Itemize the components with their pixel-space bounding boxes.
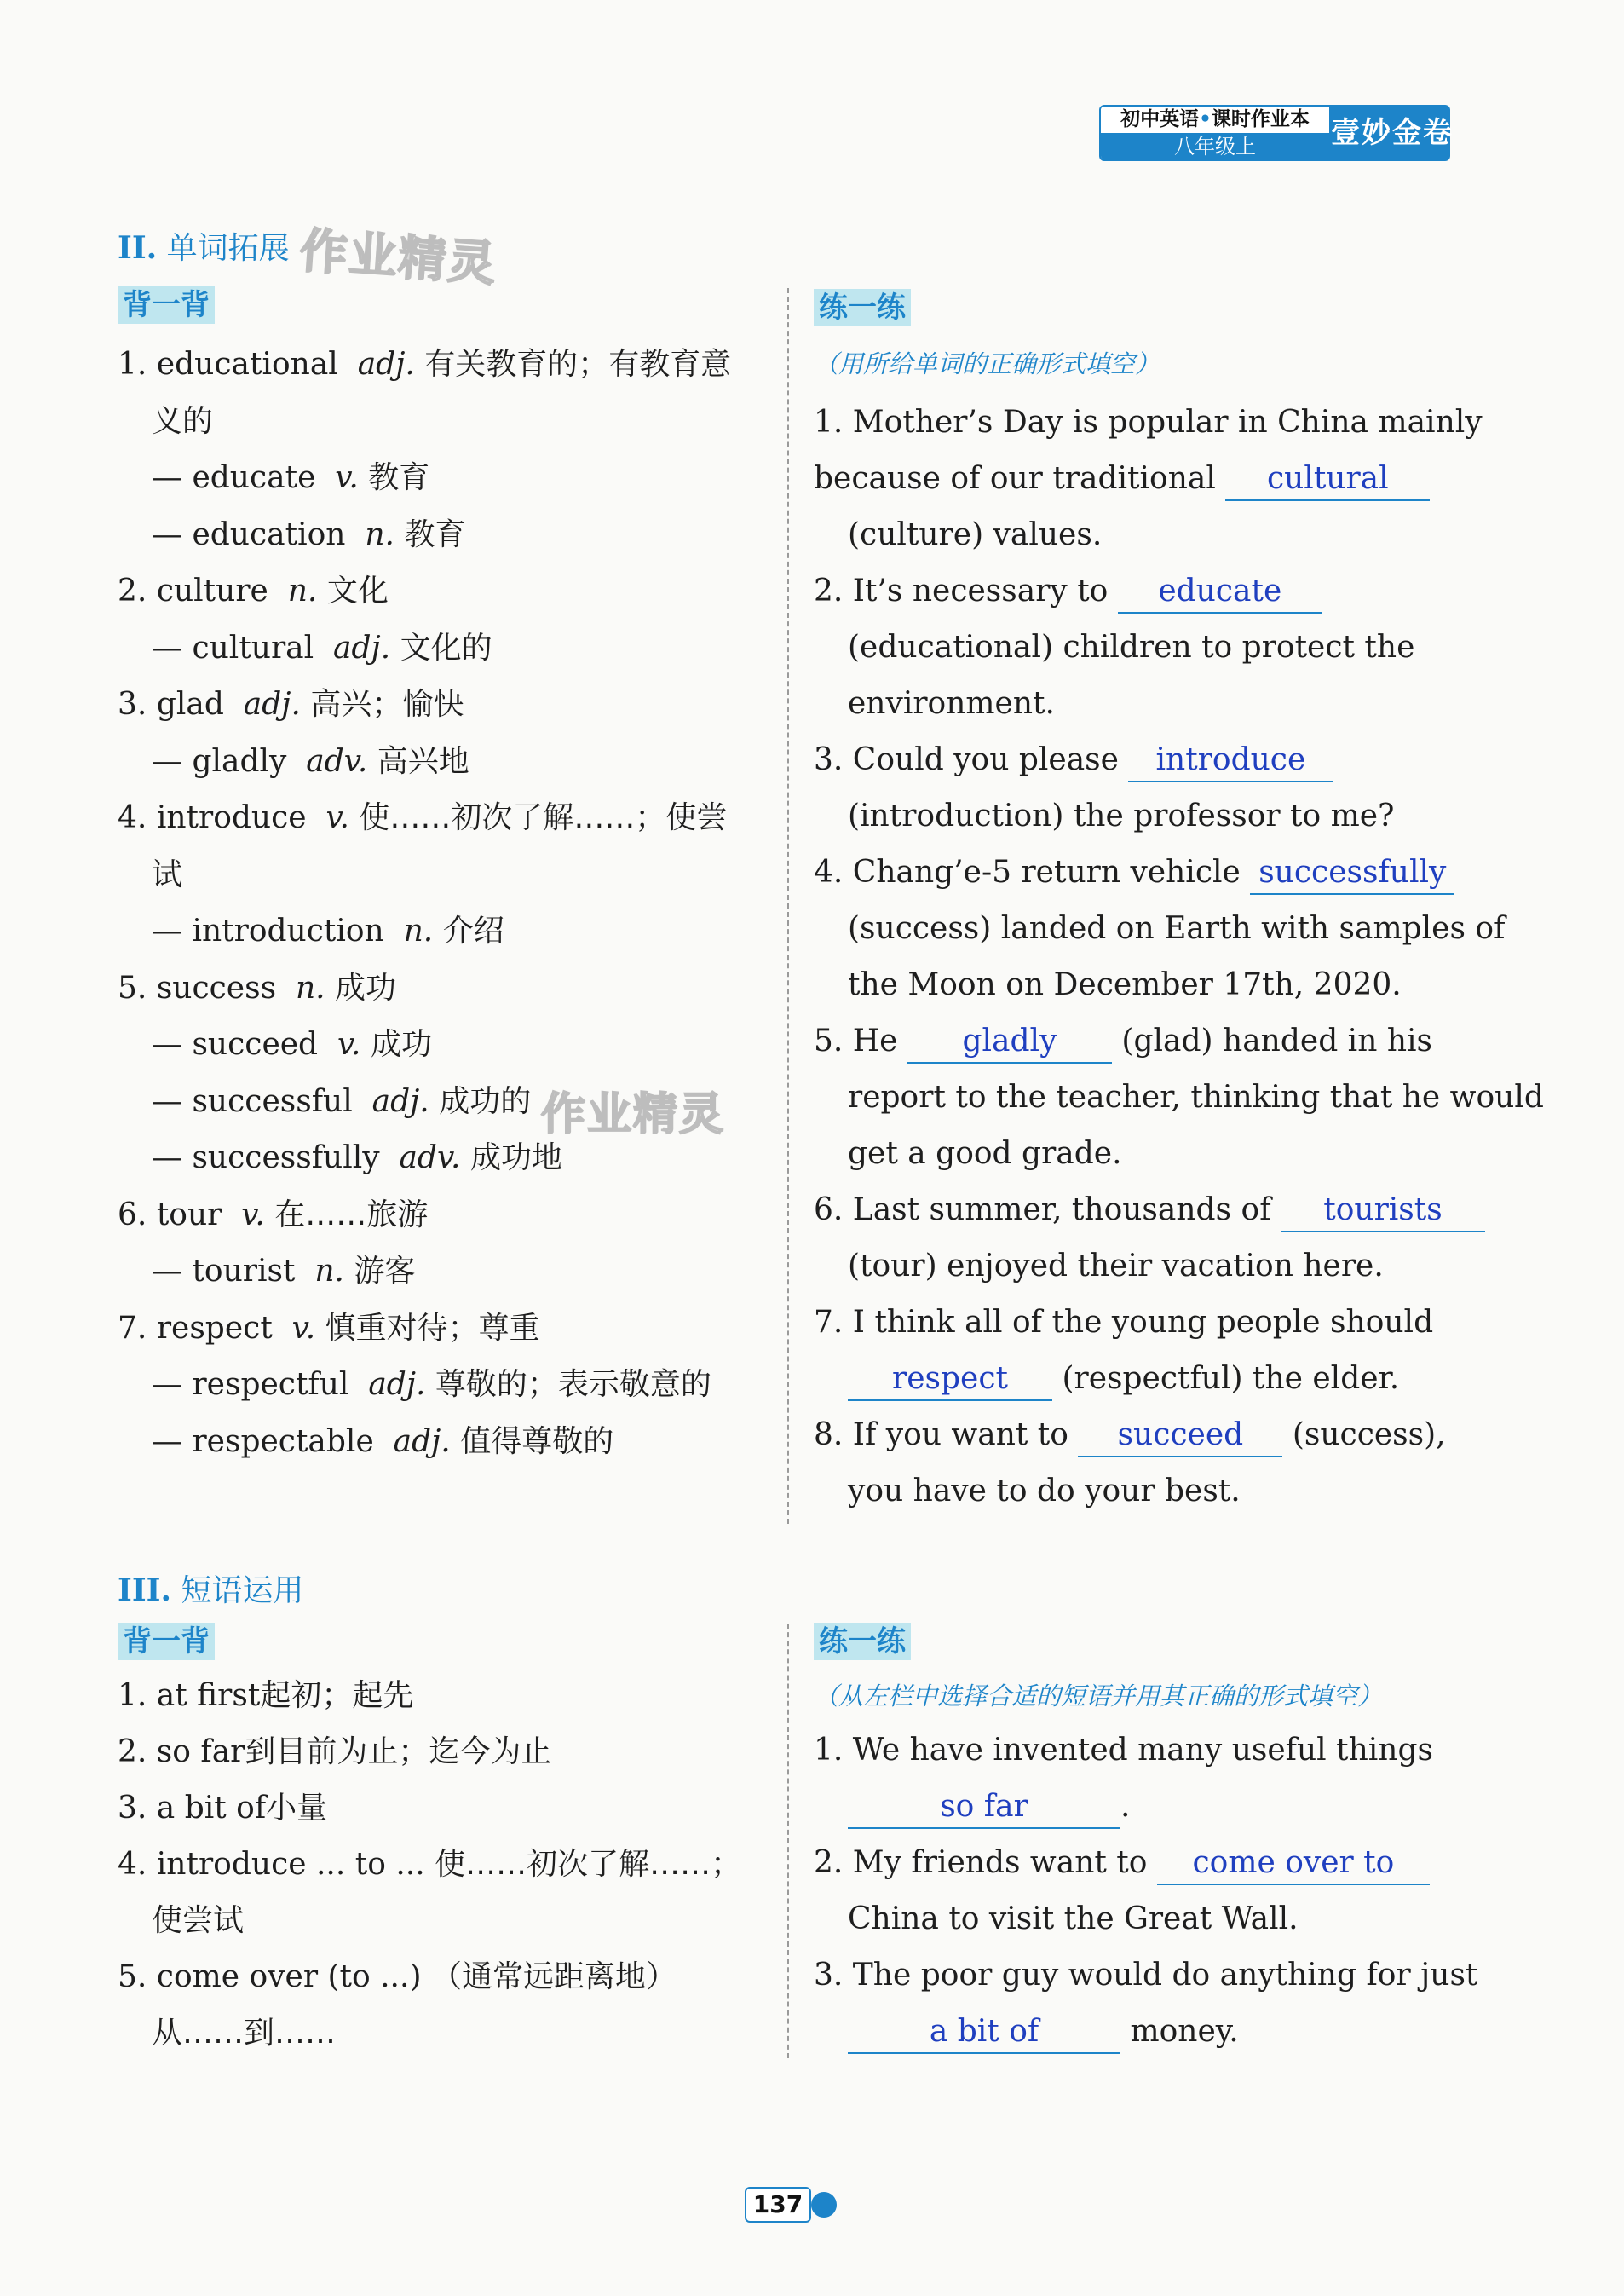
vocab-continuation: 义的 [152, 403, 214, 439]
vocab-derivative: — cultural adj. 文化的 [152, 630, 492, 666]
phrase-exercise-3-line-1: 3. The poor guy would do anything for just [814, 1958, 1478, 1993]
phrase-exercise-3-line-2: a bit of money. [848, 2011, 1239, 2054]
section-2-title: II. 单词拓展 [118, 230, 290, 266]
vocab-derivative: — successfully adv. 成功地 [152, 1140, 562, 1175]
phrase-continuation: 从……到…… [152, 2016, 337, 2051]
exercise-6-line-2: (tour) enjoyed their vacation here. [848, 1249, 1384, 1284]
phrase-exercise-2-line-1: 2. My friends want to come over to [814, 1843, 1430, 1885]
exercise-4-line-3: the Moon on December 17th, 2020. [848, 967, 1402, 1002]
exercise-1-line-3: (culture) values. [848, 517, 1103, 552]
exercise-4-line-2: (success) landed on Earth with samples of [848, 911, 1506, 946]
exercise-2-line-1: 2. It’s necessary to educate [814, 571, 1322, 614]
vocab-derivative: — tourist n. 游客 [152, 1254, 416, 1289]
vocab-continuation: 试 [152, 857, 183, 892]
vocab-derivative: — educate v. 教育 [152, 460, 430, 495]
book-subtitle: 课时作业本 [1211, 108, 1310, 130]
page-number [745, 2187, 833, 2223]
vocab-item: 7. respect v. 慎重对待；尊重 [118, 1310, 540, 1346]
answer-blank[interactable]: a bit of [848, 2011, 1120, 2054]
exercise-4-line-1: 4. Chang’e-5 return vehicle successfully [814, 852, 1454, 895]
exercise-7-line-1: 7. I think all of the young people should [814, 1305, 1434, 1340]
vocab-derivative: — gladly adv. 高兴地 [152, 743, 469, 779]
exercise-1-line-1: 1. Mother’s Day is popular in China mainly [814, 405, 1483, 440]
watermark: 作业精灵 [297, 222, 499, 293]
practice-header: 练一练 [814, 1623, 911, 1660]
watermark: 作业精灵 [541, 1089, 726, 1140]
phrase-exercise-1-line-1: 1. We have invented many useful things [814, 1733, 1433, 1768]
answer-blank[interactable]: introduce [1128, 740, 1333, 782]
answer-blank[interactable]: successfully [1250, 852, 1454, 895]
exercise-2-line-2: (educational) children to protect the [848, 630, 1415, 665]
vocab-derivative: — respectable adj. 值得尊敬的 [152, 1423, 614, 1459]
answer-blank[interactable]: respect [848, 1359, 1052, 1401]
phrase-exercise-2-line-2: China to visit the Great Wall. [848, 1901, 1299, 1936]
phrase-item: 4. introduce ... to ... 使……初次了解……； [118, 1847, 742, 1882]
exercise-2-line-3: environment. [848, 686, 1055, 721]
practice-instruction: （从左栏中选择合适的短语并用其正确的形式填空） [814, 1682, 1383, 1710]
answer-blank[interactable]: gladly [907, 1021, 1112, 1064]
vocab-derivative: — succeed v. 成功 [152, 1027, 432, 1062]
exercise-8-line-1: 8. If you want to succeed (success), [814, 1415, 1446, 1457]
exercise-5-line-1: 5. He gladly (glad) handed in his [814, 1021, 1432, 1064]
column-divider [787, 1624, 789, 2058]
phrase-continuation: 使尝试 [152, 1903, 245, 1938]
practice-header: 练一练 [814, 289, 911, 326]
brand-logo: 壹妙金卷 [1331, 105, 1450, 161]
exercise-7-line-2: respect (respectful) the elder. [848, 1359, 1399, 1401]
answer-blank[interactable]: educate [1118, 571, 1322, 614]
phrase-item: 5. come over (to ...) （通常远距离地） [118, 1959, 677, 1994]
page-number-dot [811, 2192, 837, 2218]
phrase-item: 2. so far到目前为止；迄今为止 [118, 1734, 552, 1769]
vocab-item: 1. educational adj. 有关教育的；有教育意 [118, 347, 732, 382]
exercise-8-line-2: you have to do your best. [848, 1474, 1241, 1509]
phrase-exercise-1-line-2: so far . [848, 1786, 1130, 1829]
answer-blank[interactable]: so far [848, 1786, 1120, 1829]
phrase-item: 3. a bit of小量 [118, 1791, 328, 1826]
recite-header: 背一背 [118, 1623, 215, 1660]
vocab-item: 3. glad adj. 高兴；愉快 [118, 687, 464, 722]
answer-blank[interactable]: succeed [1078, 1415, 1282, 1457]
phrase-item: 1. at first起初；起先 [118, 1678, 414, 1713]
exercise-3-line-2: (introduction) the professor to me? [848, 799, 1395, 834]
exercise-3-line-1: 3. Could you please introduce [814, 740, 1333, 782]
grade-label: 八年级上 [1101, 133, 1329, 161]
answer-blank[interactable]: tourists [1281, 1190, 1485, 1232]
exercise-5-line-2: report to the teacher, thinking that he would [848, 1080, 1544, 1115]
book-title: 初中英语 [1120, 108, 1200, 130]
answer-blank[interactable]: cultural [1225, 459, 1430, 501]
dot-separator: • [1199, 108, 1212, 130]
vocab-derivative: — introduction n. 介绍 [152, 914, 504, 949]
vocab-item: 4. introduce v. 使……初次了解……；使尝 [118, 800, 728, 835]
vocab-derivative: — successful adj. 成功的 [152, 1083, 532, 1119]
section-3-title: III. 短语运用 [118, 1572, 304, 1608]
book-label [1099, 105, 1331, 161]
column-divider [787, 288, 789, 1524]
vocab-item: 6. tour v. 在……旅游 [118, 1197, 429, 1232]
exercise-5-line-3: get a good grade. [848, 1136, 1122, 1171]
vocab-derivative: — education n. 教育 [152, 516, 466, 552]
header-badge [1099, 105, 1454, 161]
exercise-6-line-1: 6. Last summer, thousands of tourists [814, 1190, 1485, 1232]
vocab-derivative: — respectful adj. 尊敬的；表示敬意的 [152, 1367, 711, 1402]
vocab-item: 5. success n. 成功 [118, 970, 397, 1006]
practice-instruction: （用所给单词的正确形式填空） [814, 349, 1160, 378]
recite-header: 背一背 [118, 286, 215, 324]
answer-blank[interactable]: come over to [1157, 1843, 1430, 1885]
page-number-label: 137 [745, 2187, 811, 2223]
vocab-item: 2. culture n. 文化 [118, 574, 389, 609]
exercise-1-line-2: because of our traditional cultural [814, 459, 1430, 501]
